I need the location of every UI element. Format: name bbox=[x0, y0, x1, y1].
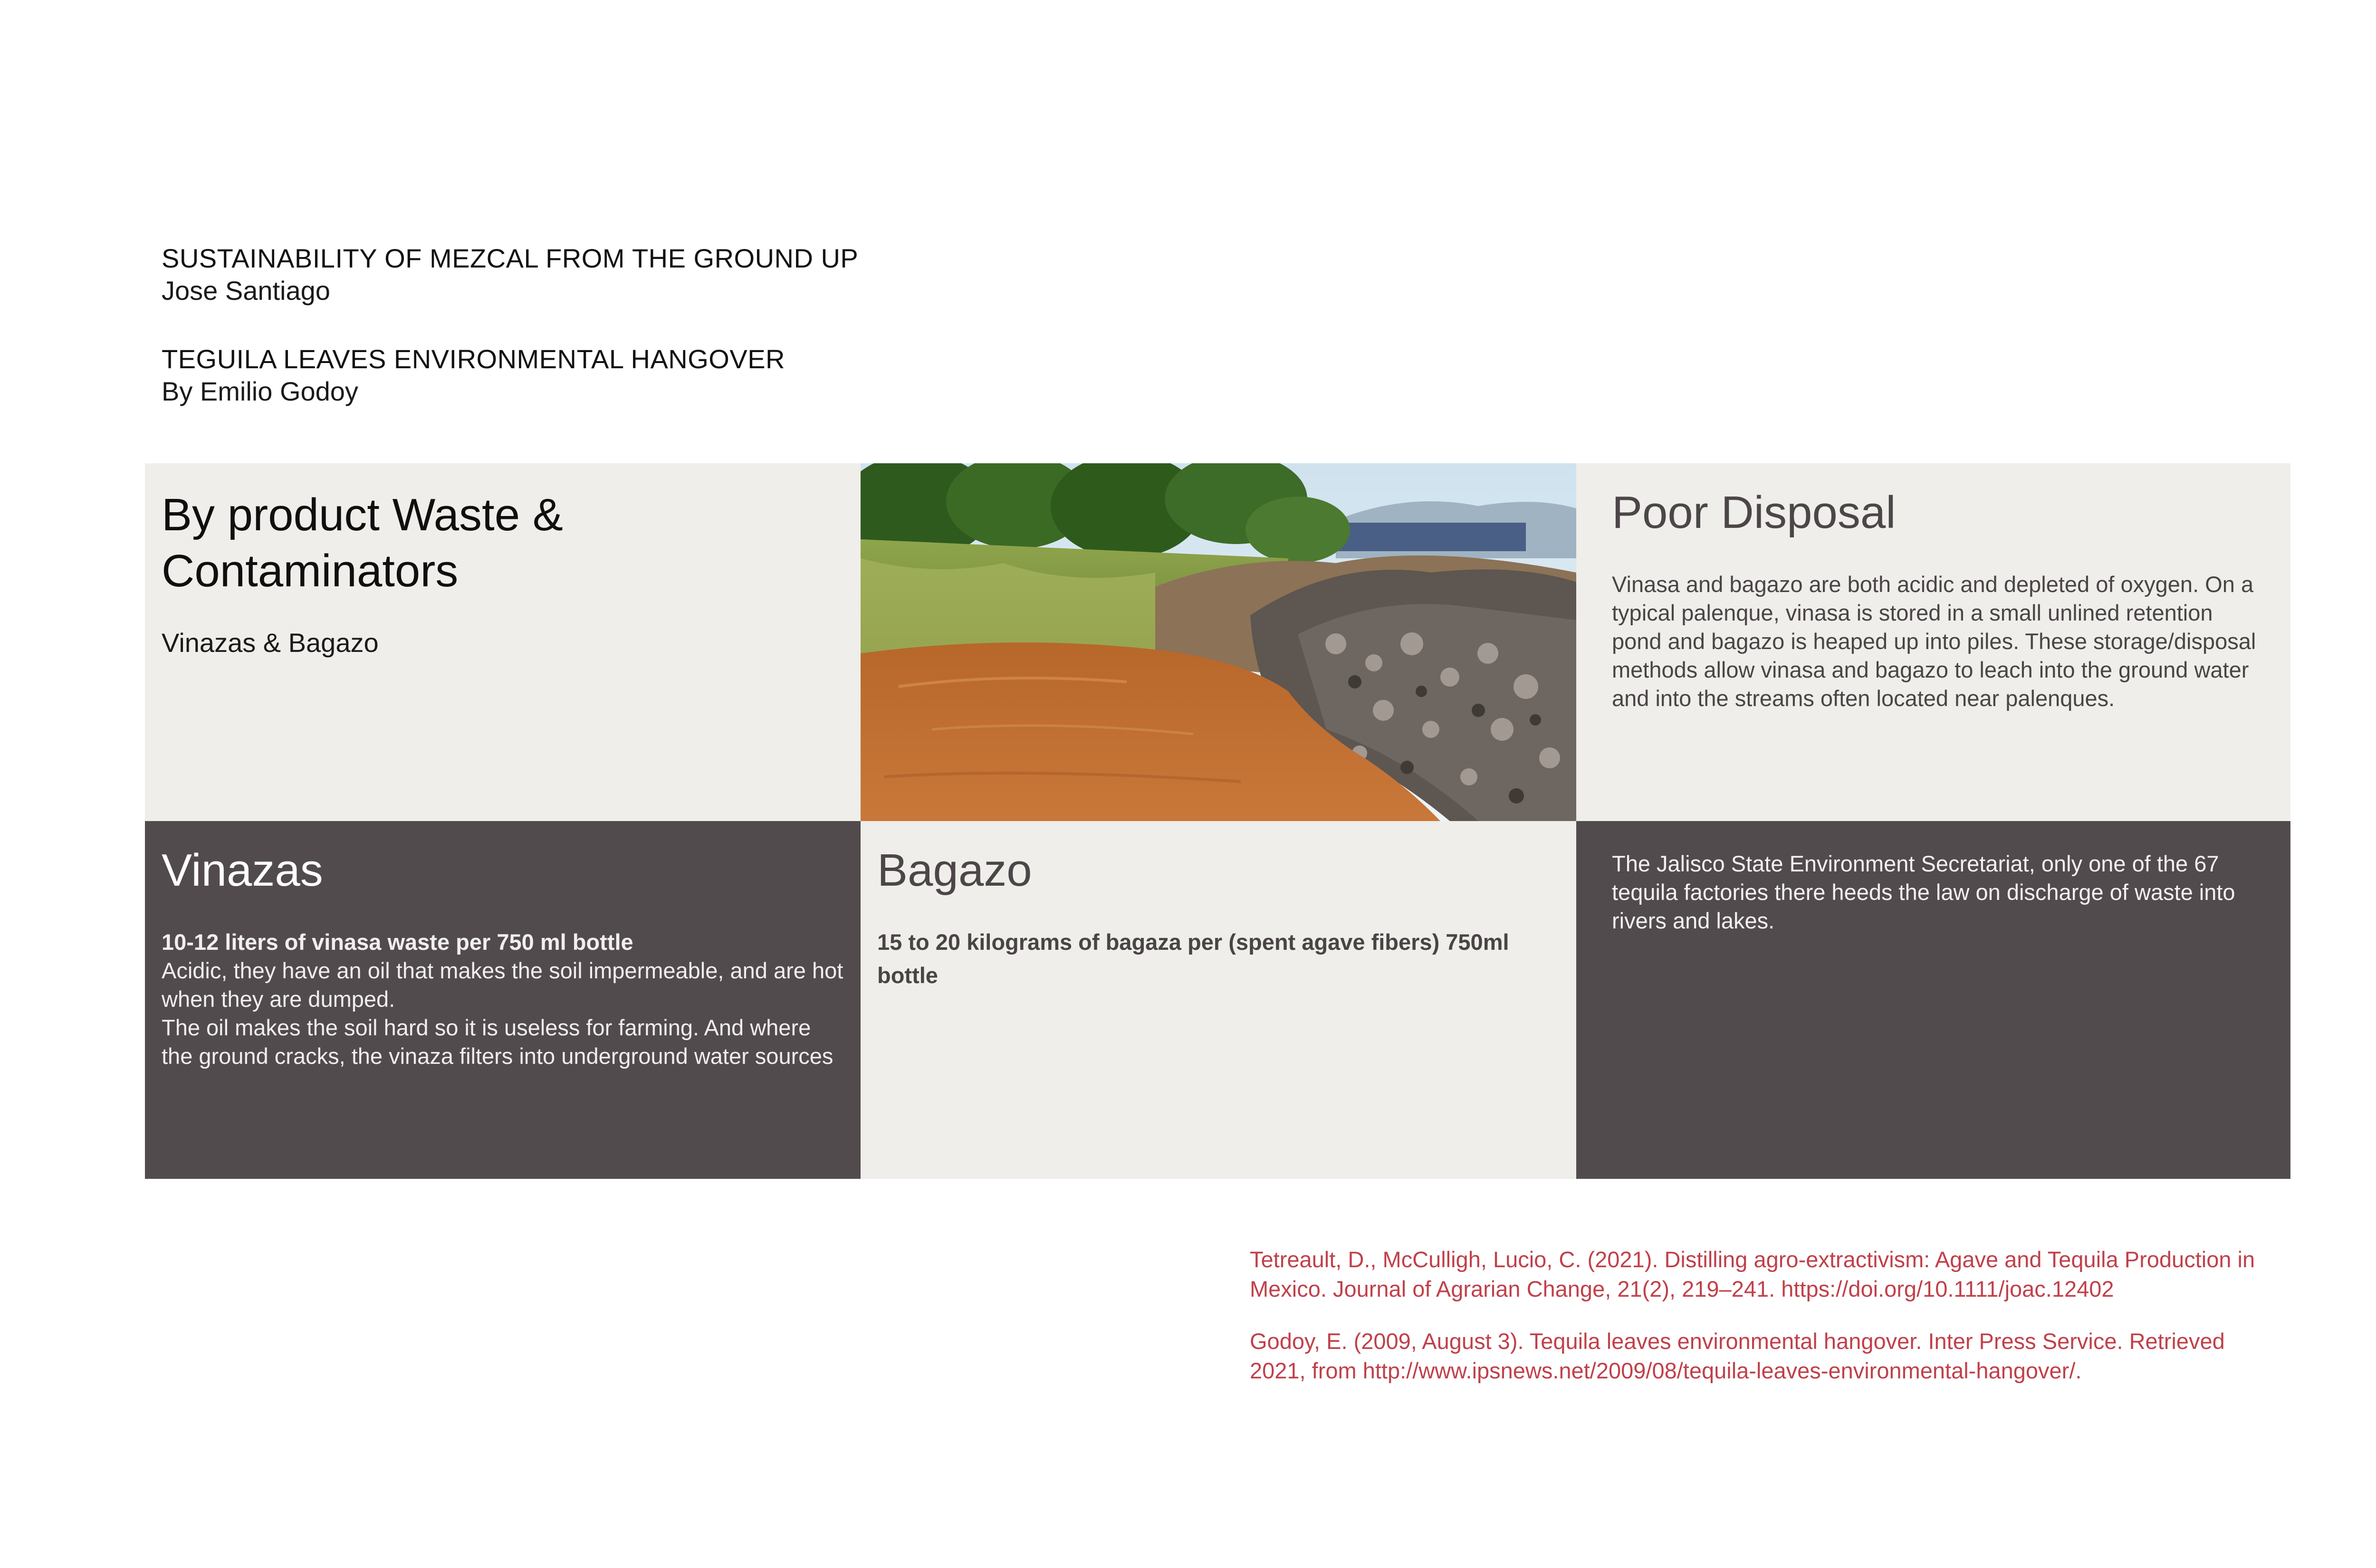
source-block bbox=[162, 242, 858, 307]
jalisco-panel bbox=[1576, 821, 2290, 1179]
vinazas-stat: 10-12 liters of vinasa waste per 750 ml bottle bbox=[162, 929, 633, 955]
reference-item: Tetreault, D., McCulligh, Lucio, C. (2021). Distilling agro-extractivism: Agave and Tequila Production in Mexico. Journal of Agrarian Change, 21(2), 219–241. https://doi.org/10.1111/joac.12402 bbox=[1250, 1247, 2255, 1301]
waste-pond-photo bbox=[861, 463, 1576, 821]
vinazas-panel bbox=[145, 821, 861, 1179]
vinazas-line-2: The oil makes the soil hard so it is useless for farming. And where the ground cracks, the vinaza filters into underground water sources bbox=[162, 1015, 834, 1069]
bagazo-text: 15 to 20 kilograms of bagaza per (spent agave fibers) 750ml bottle bbox=[877, 929, 1509, 988]
vinazas-line-1: Acidic, they have an oil that makes the soil impermeable, and are hot when they are dumped. bbox=[162, 958, 843, 1012]
bagazo-panel bbox=[861, 821, 1576, 1179]
source-block bbox=[162, 343, 785, 408]
byproduct-heading bbox=[162, 487, 779, 599]
content-grid bbox=[145, 463, 2290, 1179]
source-author: By Emilio Godoy bbox=[162, 376, 358, 406]
byproduct-heading-line2: Contaminators bbox=[162, 545, 459, 596]
poor-disposal-panel bbox=[1576, 463, 2290, 821]
bagazo-heading: Bagazo bbox=[877, 845, 1032, 896]
source-title: SUSTAINABILITY OF MEZCAL FROM THE GROUND UP bbox=[162, 243, 859, 273]
references bbox=[1250, 1245, 2276, 1408]
poor-disposal-heading: Poor Disposal bbox=[1612, 487, 1896, 538]
source-author: Jose Santiago bbox=[162, 276, 330, 306]
jalisco-text: The Jalisco State Environment Secretariat, only one of the 67 tequila factories there heeds the law on discharge of waste into rivers and lakes. bbox=[1612, 851, 2235, 933]
waste-pond-illustration bbox=[861, 463, 1576, 821]
vinazas-heading: Vinazas bbox=[162, 845, 323, 896]
vinazas-text bbox=[162, 928, 846, 1071]
byproduct-panel bbox=[145, 463, 861, 821]
poor-disposal-text: Vinasa and bagazo are both acidic and depleted of oxygen. On a typical palenque, vinasa is stored in a small unlined retention pond and bagazo is heaped up into piles. These storage/disposal methods allow vinasa and bagazo to leach into the ground water and into the streams often located near palenques. bbox=[1612, 572, 2256, 711]
source-title: TEGUILA LEAVES ENVIRONMENTAL HANGOVER bbox=[162, 344, 785, 374]
byproduct-heading-line1: By product Waste & bbox=[162, 489, 563, 540]
reference-item: Godoy, E. (2009, August 3). Tequila leaves environmental hangover. Inter Press Service. Retrieved 2021, from http://www.ipsnews.net/2009/08/tequila-leaves-environmental-hangover/. bbox=[1250, 1329, 2225, 1383]
byproduct-subtitle: Vinazas & Bagazo bbox=[162, 628, 379, 658]
